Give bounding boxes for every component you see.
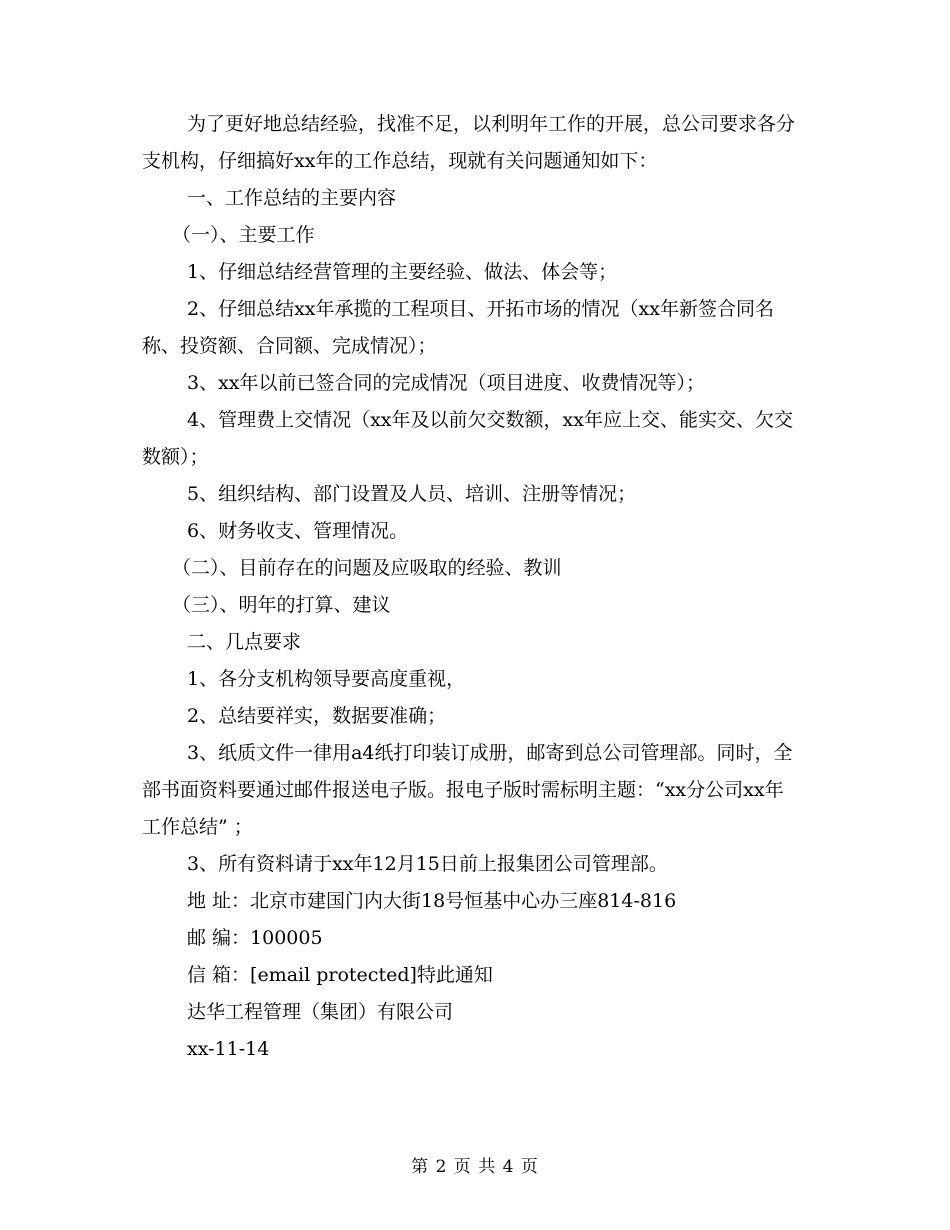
document-body bbox=[142, 106, 802, 1068]
subsection-heading-main-work: （一）、主要工作 bbox=[172, 224, 315, 246]
list-item: 3、纸质文件一律用a4纸打印装订成册，邮寄到总公司管理部。同时，全部书面资料要通过邮件报送电子版。报电子版时需标明主题：“xx分公司xx年工作总结” ； bbox=[142, 742, 793, 838]
section-heading-contents: 一、工作总结的主要内容 bbox=[187, 187, 397, 209]
page-number-footer: 第 2 页 共 4 页 bbox=[411, 1157, 539, 1177]
list-item: 3、所有资料请于xx年12月15日前上报集团公司管理部。 bbox=[187, 853, 668, 875]
list-item: 2、仔细总结xx年承揽的工程项目、开拓市场的情况（xx年新签合同名称、投资额、合同额、完成情况）； bbox=[142, 298, 774, 357]
list-item: 5、组织结构、部门设置及人员、培训、注册等情况； bbox=[187, 483, 637, 505]
address-line: 地 址：北京市建国门内大街18号恒基中心办三座814-816 bbox=[187, 890, 677, 912]
list-item: 1、各分支机构领导要高度重视， bbox=[187, 668, 466, 690]
section-heading-requirements: 二、几点要求 bbox=[187, 631, 302, 653]
subsection-heading-plans: （三）、明年的打算、建议 bbox=[172, 594, 391, 616]
intro-paragraph: 为了更好地总结经验，找准不足，以利明年工作的开展，总公司要求各分支机构，仔细搞好xx年的工作总结，现就有关问题通知如下： bbox=[142, 113, 796, 172]
mailbox-line: 信 箱：[email protected]特此通知 bbox=[187, 964, 493, 986]
list-item: 4、管理费上交情况（xx年及以前欠交数额，xx年应上交、能实交、欠交数额）； bbox=[142, 409, 793, 468]
postcode-line: 邮 编：100005 bbox=[187, 927, 323, 949]
list-item: 1、仔细总结经营管理的主要经验、做法、体会等； bbox=[187, 261, 618, 283]
subsection-heading-problems: （二）、目前存在的问题及应吸取的经验、教训 bbox=[172, 557, 562, 579]
company-signature: 达华工程管理（集团）有限公司 bbox=[187, 1001, 454, 1023]
list-item: 2、总结要祥实，数据要准确； bbox=[187, 705, 447, 727]
document-date: xx-11-14 bbox=[187, 1038, 270, 1060]
list-item: 6、财务收支、管理情况。 bbox=[187, 520, 409, 542]
list-item: 3、xx年以前已签合同的完成情况（项目进度、收费情况等）； bbox=[187, 372, 706, 394]
